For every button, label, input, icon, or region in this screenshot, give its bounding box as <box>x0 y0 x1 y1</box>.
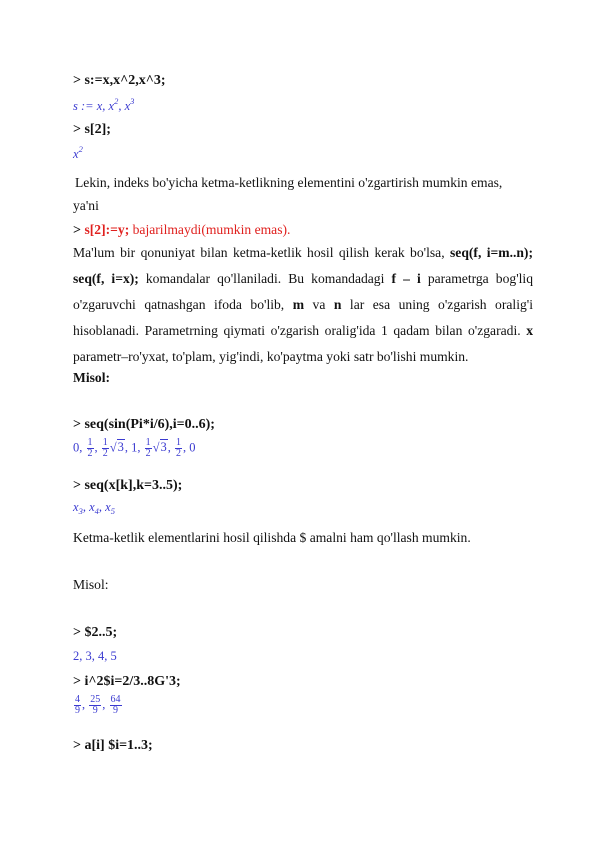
maple-command-5: > $2..5; <box>73 625 118 640</box>
example-heading-1: Misol: <box>73 370 110 385</box>
maple-command-4: > seq(x[k],k=3..5); <box>73 478 183 493</box>
maple-output-4: $x_3$, $x_4$, $x_5$ <box>73 500 115 516</box>
maple-command-6: > i^2$i=2/3..8G'3; <box>73 674 181 689</box>
maple-output-2: $x^2$ <box>73 144 83 161</box>
maple-output-3: 0, $\frac{1}{2}$ , $\frac{1}{2}$ √3, 1, $\frac{1}{2}$ √3, $\frac{1}{2}$ , 0 <box>73 437 196 459</box>
paragraph-text-2: Ketma-ketlik elementlarini hosil qilishda $ amalni ham qo'llash mumkin. <box>73 530 471 545</box>
maple-output-5: 2, 3, 4, 5 <box>73 649 117 663</box>
maple-command-7: > a[i] $i=1..3; <box>73 738 153 753</box>
paragraph-text-1: Lekin, indeks bo'yicha ketma-ketlikning elementini o'zgartirish mumkin emas, <box>75 175 503 190</box>
seq-description-paragraph: Ma'lum bir qonuniyat bilan ketma-ketlik hosil qilish kerak bo'lsa, seq(f, i=m..n); seq(f, i=x); komandalar qo'llaniladi. Bu komandadagi f – i parametrga bog'liq o'zgaruvchi qatnashgan ifoda bo'lib, m va n lar esa uning o'zgarish oralig'i hisoblanadi. Parametrning qiymati o'zgarish oralig'ida 1 qadam bilan o'zgaradi. x parametr–ro'yxat, to'plam, yig'indi, ko'paytma yoki satr bo'lishi mumkin. <box>73 245 533 364</box>
non-working-command: > s[2]:=y; bajarilmaydi(mumkin emas). <box>73 222 291 238</box>
maple-command-3: > seq(sin(Pi*i/6),i=0..6); <box>73 417 215 432</box>
maple-output-1: s := x, $x^2$, $x^3$ <box>73 96 135 113</box>
paragraph-text-1-cont: ya'ni <box>73 198 99 213</box>
maple-command-1: > s:=x,x^2,x^3; <box>73 73 166 88</box>
example-heading-2: Misol: <box>73 577 109 592</box>
maple-command-2: > s[2]; <box>73 122 111 137</box>
maple-output-6: $\frac{4}{9}$ , $\frac{25}{9}$ , $\frac{64}{9}$ <box>75 694 121 716</box>
